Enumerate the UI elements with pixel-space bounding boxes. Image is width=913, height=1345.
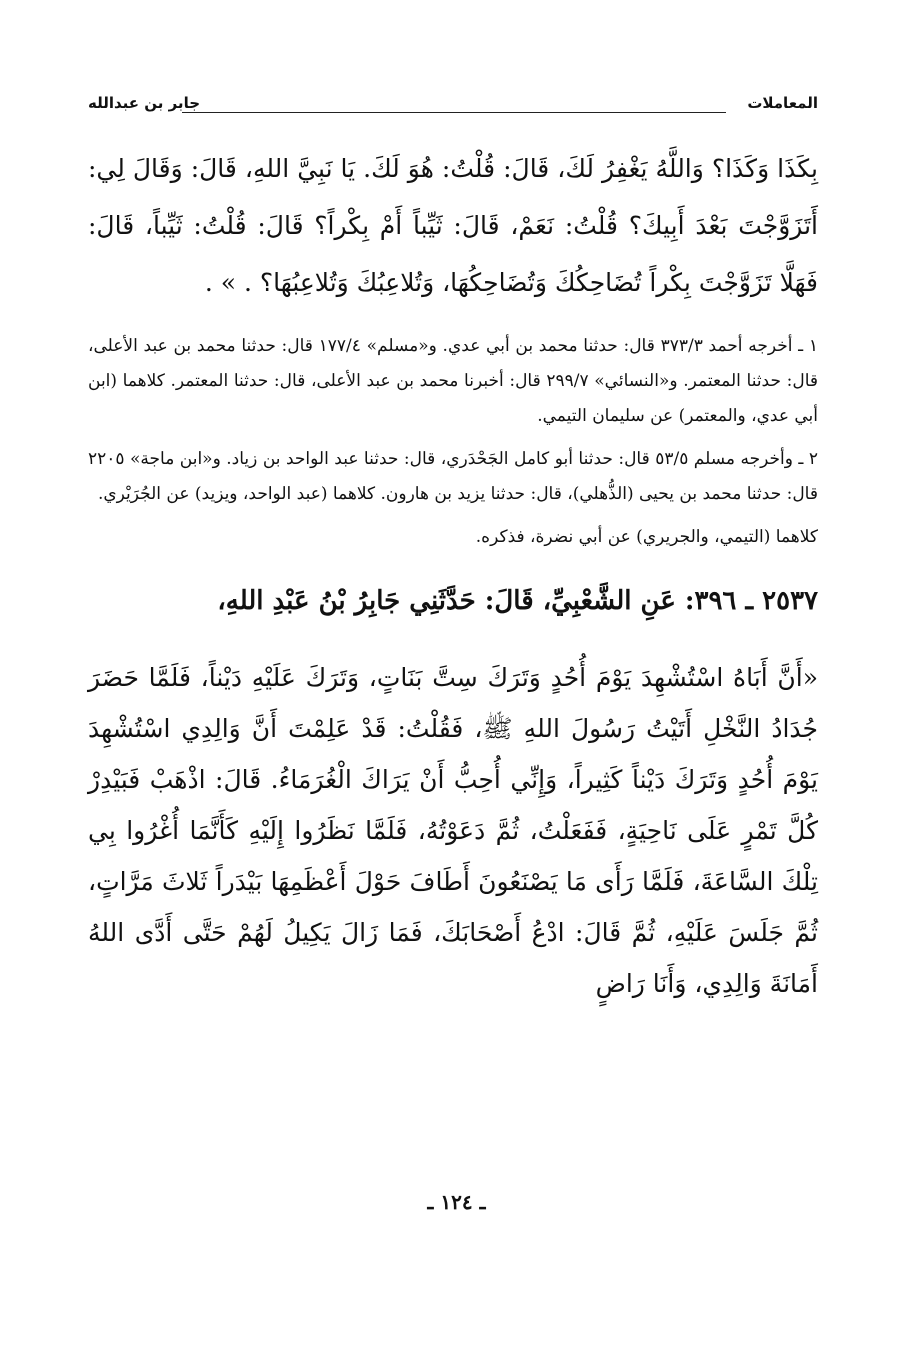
- hadith-text: «أَنَّ أَبَاهُ اسْتُشْهِدَ يَوْمَ أُحُدٍ وَتَرَكَ سِتَّ بَنَاتٍ، وَتَرَكَ عَلَيْهِ دَيْناً، فَلَمَّا حَضَرَ جُدَادُ النَّخْلِ أَتَيْتُ رَسُولَ اللهِ ﷺ، فَقُلْتُ: قَدْ عَلِمْتَ أَنَّ وَالِدِي اسْتُشْهِدَ يَوْمَ أُحُدٍ وَتَرَكَ دَيْناً كَثِيراً، وَإِنِّي أُحِبُّ أَنْ يَرَاكَ الْغُرَمَاءُ. قَالَ: اذْهَبْ فَبَيْدِرْ كُلَّ تَمْرٍ عَلَى نَاحِيَةٍ، فَفَعَلْتُ، ثُمَّ دَعَوْتُهُ، فَلَمَّا نَظَرُوا إِلَيْهِ كَأَنَّمَا أُغْرُوا بِي تِلْكَ السَّاعَةَ، فَلَمَّا رَأَى مَا يَصْنَعُونَ أَطَافَ حَوْلَ أَعْظَمِهَا بَيْدَراً ثَلاثَ مَرَّاتٍ، ثُمَّ جَلَسَ عَلَيْهِ، ثُمَّ قَالَ: ادْعُ أَصْحَابَكَ، فَمَا زَالَ يَكِيلُ لَهُمْ حَتَّى أَدَّى اللهُ أَمَانَةَ وَالِدِي، وَأَنَا رَاضٍ: [88, 663, 818, 998]
- chapter-title: جابر بن عبدالله: [88, 94, 201, 112]
- footnote-1: ١ ـ أخرجه أحمد ٣٧٣/٣ قال: حدثنا محمد بن أبي عدي. و«مسلم» ١٧٧/٤ قال: حدثنا محمد بن عبد الأعلى، قال: حدثنا المعتمر. و«النسائي» ٢٩٩/٧ قال: أخبرنا محمد بن عبد الأعلى، قال: حدثنا المعتمر. كلاهما (ابن أبي عدي، والمعتمر) عن سليمان التيمي.: [88, 336, 819, 426]
- page: [88, 88, 818, 1034]
- header-rule: [182, 112, 726, 113]
- page-number: ـ ١٢٤ ـ: [427, 1190, 486, 1214]
- footnote-summary: كلاهما (التيمي، والجريري) عن أبي نضرة، فذكره.: [475, 527, 818, 547]
- hadith-heading: ٢٥٣٧ ـ ٣٩٦: عَنِ الشَّعْبِيِّ، قَالَ: حَدَّثَنِي جَابِرُ بْنُ عَبْدِ اللهِ،: [217, 586, 818, 616]
- main-text: بِكَذَا وَكَذَا؟ وَاللَّهُ يَغْفِرُ لَكَ، قَالَ: قُلْتُ: هُوَ لَكَ. يَا نَبِيَّ اللهِ، قَالَ: وَقَالَ لِي: أَتَزَوَّجْتَ بَعْدَ أَبِيكَ؟ قُلْتُ: نَعَمْ، قَالَ: ثَيِّباً أَمْ بِكْراً؟ قَالَ: قُلْتُ: ثَيِّباً، قَالَ: فَهَلَّا تَزَوَّجْتَ بِكْراً تُضَاحِكُكَ وَتُضَاحِكُهَا، وَتُلاعِبُكَ وَتُلاعِبُهَا؟ . » .: [88, 154, 818, 297]
- footnote-2: ٢ ـ وأخرجه مسلم ٥٣/٥ قال: حدثنا أبو كامل الجَحْدَري، قال: حدثنا عبد الواحد بن زياد. و«ابن ماجة» ٢٢٠٥ قال: حدثنا محمد بن يحيى (الذُّهلي)، قال: حدثنا يزيد بن هارون. كلاهما (عبد الواحد، ويزيد) عن الجُرَيْري.: [88, 449, 818, 504]
- running-header: [88, 88, 818, 120]
- book-title: المعاملات: [747, 94, 818, 112]
